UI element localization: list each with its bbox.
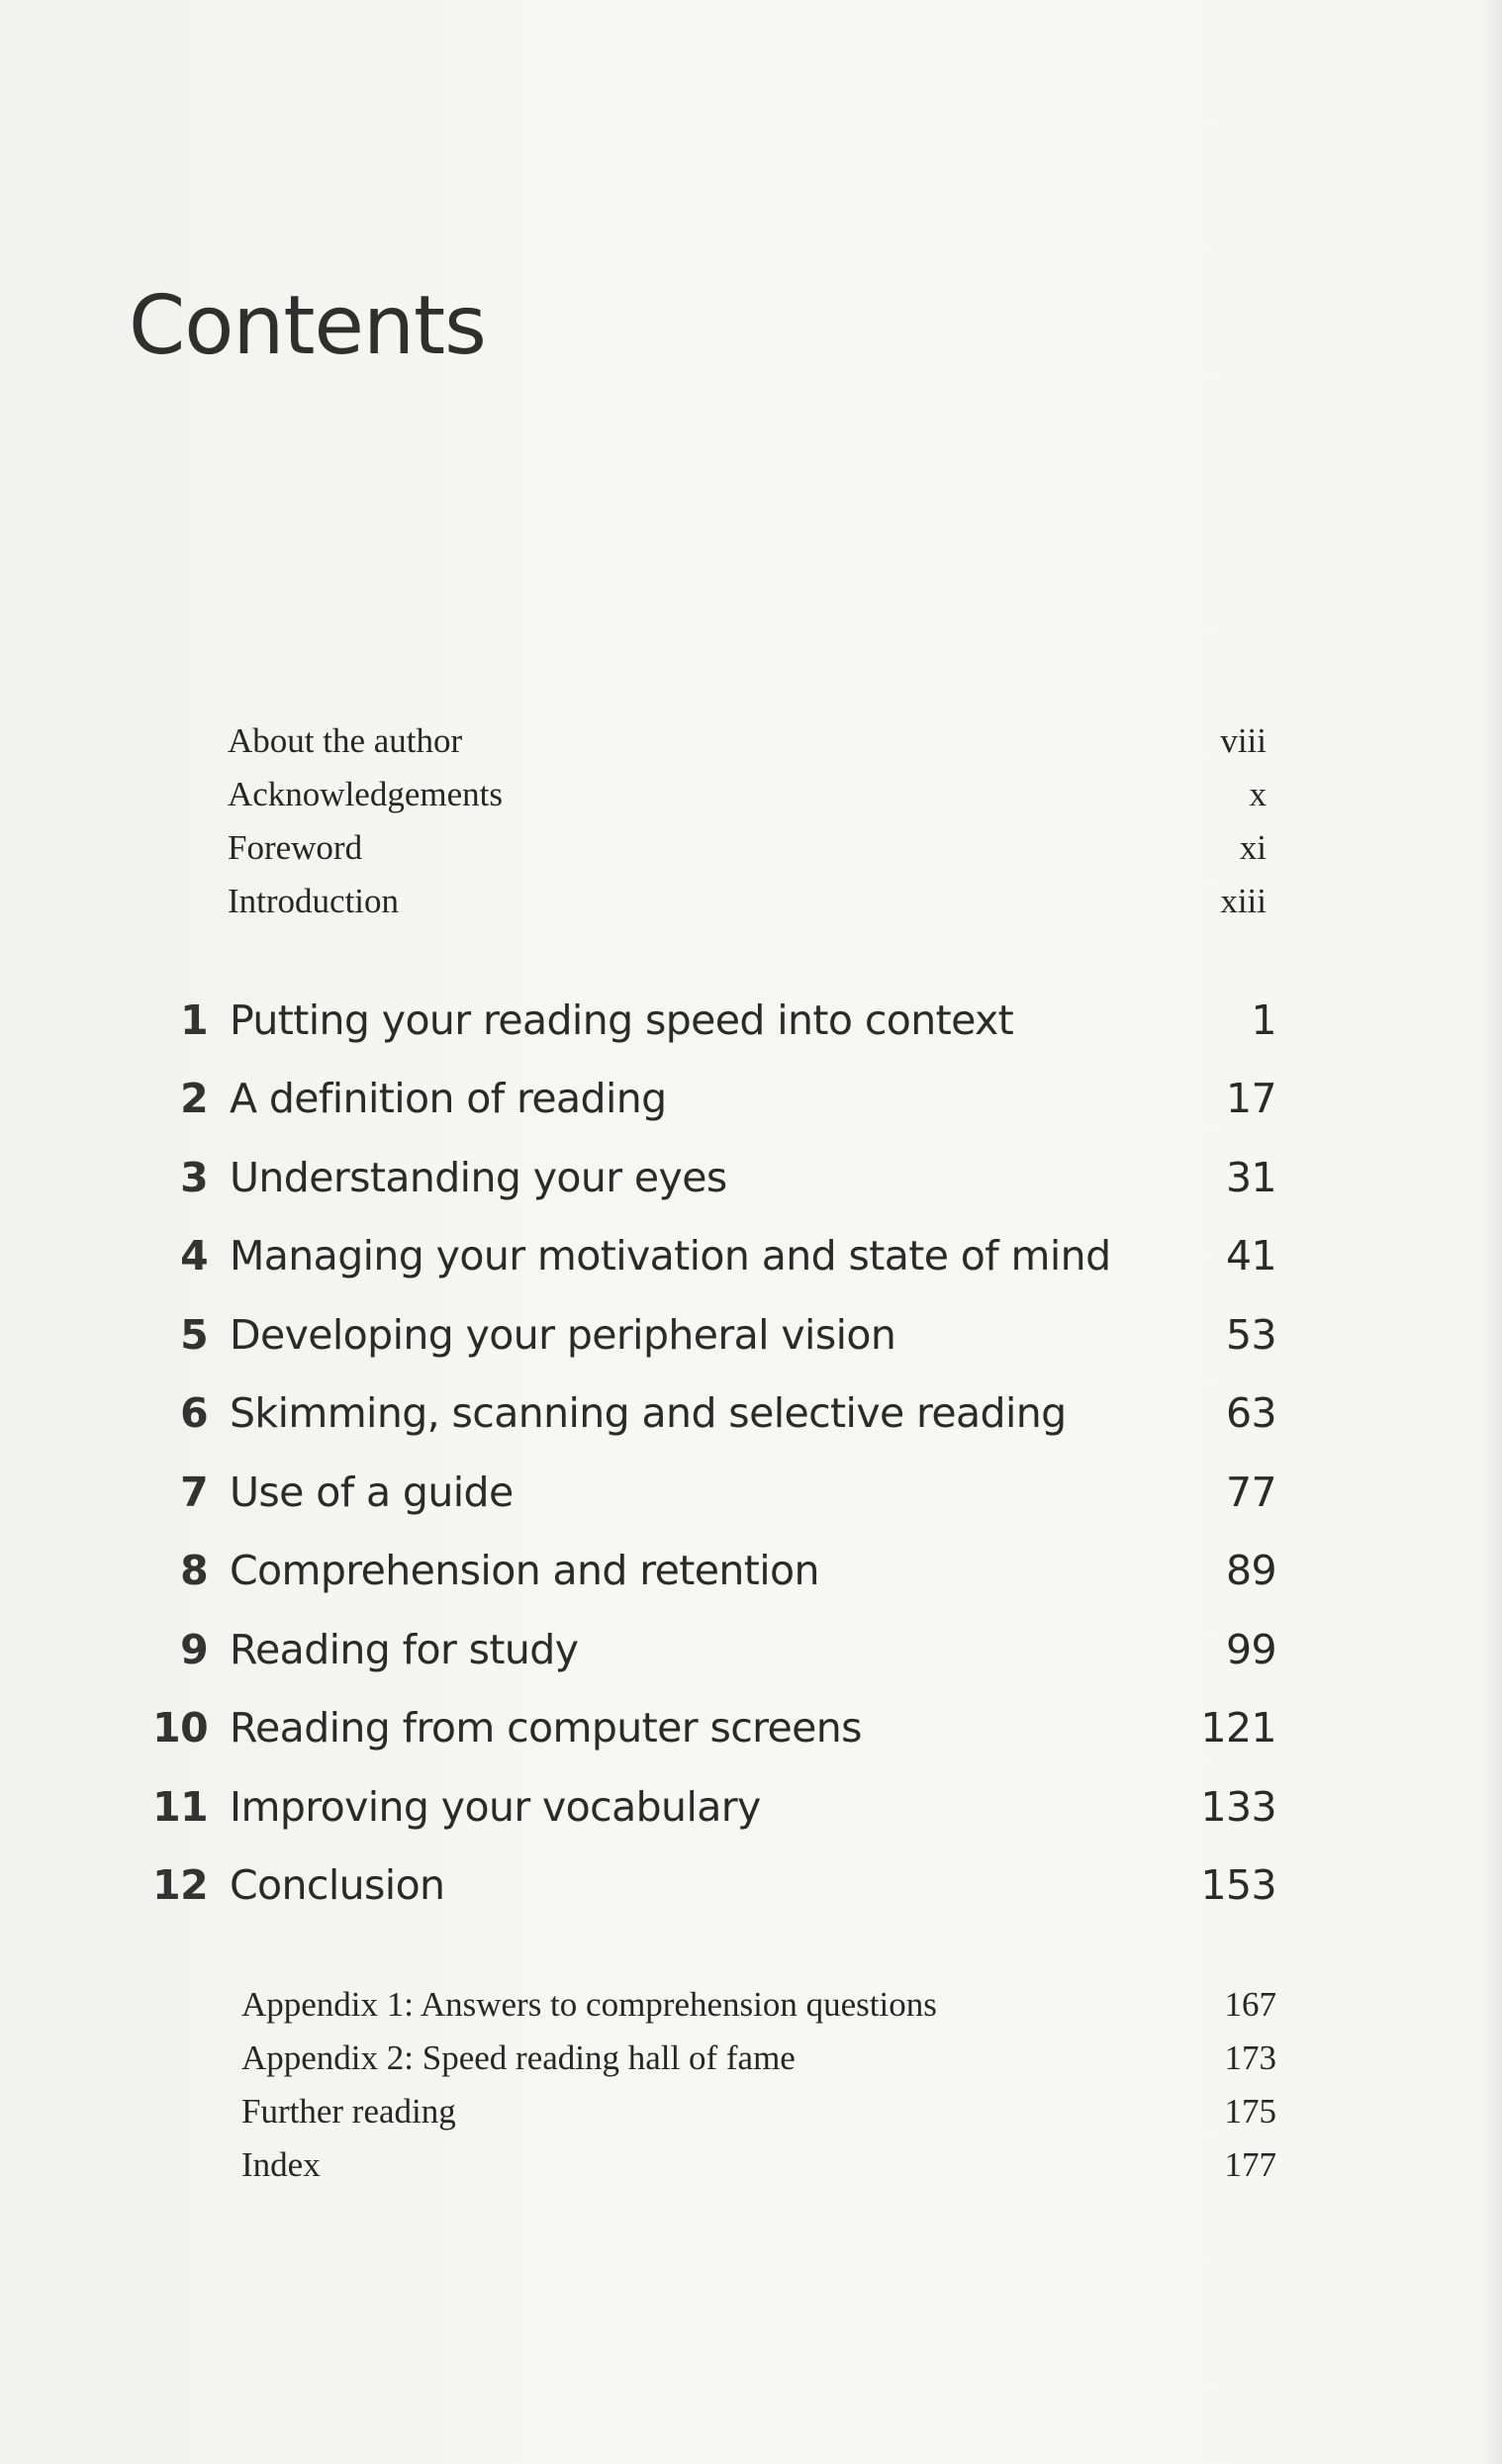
chapter-page: 121 [1200, 1704, 1276, 1753]
entry-page: 167 [1224, 1985, 1276, 2024]
chapter-page: 89 [1226, 1547, 1276, 1595]
entry-page: 177 [1224, 2145, 1276, 2184]
entry-title: Further reading [241, 2092, 456, 2131]
entry-page: viii [1220, 721, 1267, 760]
contents-heading: Contents [129, 279, 486, 373]
chapter-entry [148, 1138, 1276, 1217]
chapter-title: Managing your motivation and state of mind [230, 1232, 1111, 1280]
chapter-entry [148, 981, 1276, 1060]
entry-title: Foreword [228, 828, 363, 867]
front-matter-entry [228, 714, 1267, 768]
chapter-page: 31 [1226, 1153, 1276, 1201]
chapter-number: 10 [152, 1704, 208, 1753]
front-matter-entry [228, 875, 1267, 928]
front-matter-entry [228, 768, 1267, 821]
back-matter-entry [241, 2085, 1276, 2138]
entry-page: xiii [1220, 882, 1267, 920]
entry-page: 173 [1224, 2038, 1276, 2077]
chapter-title: Developing your peripheral vision [230, 1310, 896, 1359]
chapter-number: 6 [180, 1389, 208, 1438]
back-matter-entry [241, 2032, 1276, 2085]
chapter-title: Skimming, scanning and selective reading [230, 1389, 1067, 1438]
chapter-entry [148, 1374, 1276, 1454]
entry-title: About the author [228, 721, 463, 760]
chapter-title: Putting your reading speed into context [230, 995, 1014, 1044]
chapter-entry [148, 1847, 1276, 1926]
front-matter-entry [228, 821, 1267, 875]
chapter-entry [148, 1689, 1276, 1768]
entry-title: Introduction [228, 882, 400, 920]
chapter-title: Comprehension and retention [230, 1547, 819, 1595]
chapter-number: 3 [180, 1153, 208, 1201]
chapter-number: 12 [152, 1861, 208, 1910]
chapter-title: Use of a guide [230, 1468, 514, 1516]
chapter-list [148, 981, 1276, 1925]
chapter-number: 9 [180, 1625, 208, 1673]
chapter-page: 63 [1226, 1389, 1276, 1438]
back-matter-entry [241, 1978, 1276, 2032]
chapter-page: 99 [1226, 1625, 1276, 1673]
entry-title: Index [241, 2145, 321, 2184]
chapter-page: 17 [1226, 1075, 1276, 1123]
entry-page: xi [1239, 828, 1267, 867]
chapter-entry [148, 1453, 1276, 1532]
chapter-number: 1 [180, 995, 208, 1044]
chapter-page: 133 [1200, 1782, 1276, 1831]
chapter-number: 2 [180, 1075, 208, 1123]
entry-title: Appendix 2: Speed reading hall of fame [241, 2038, 796, 2077]
back-matter-entry [241, 2138, 1276, 2192]
chapter-number: 11 [152, 1782, 208, 1831]
chapter-page: 1 [1251, 995, 1276, 1044]
chapter-entry [148, 1610, 1276, 1689]
chapter-title: Improving your vocabulary [230, 1782, 761, 1831]
chapter-number: 4 [180, 1232, 208, 1280]
chapter-title: Reading for study [230, 1625, 579, 1673]
chapter-title: Understanding your eyes [230, 1153, 727, 1201]
entry-page: 175 [1224, 2092, 1276, 2131]
chapter-title: Conclusion [230, 1861, 445, 1910]
chapter-page: 53 [1226, 1310, 1276, 1359]
chapter-page: 153 [1200, 1861, 1276, 1910]
chapter-entry [148, 1295, 1276, 1374]
page-edge-shadow [1480, 0, 1502, 2464]
front-matter-list [228, 714, 1267, 928]
chapter-title: A definition of reading [230, 1075, 667, 1123]
back-matter-list [241, 1978, 1276, 2192]
chapter-entry [148, 1060, 1276, 1139]
chapter-title: Reading from computer screens [230, 1704, 862, 1753]
chapter-number: 8 [180, 1547, 208, 1595]
entry-title: Appendix 1: Answers to comprehension questions [241, 1985, 937, 2024]
entry-page: x [1249, 775, 1267, 813]
chapter-entry [148, 1532, 1276, 1611]
chapter-page: 77 [1226, 1468, 1276, 1516]
chapter-entry [148, 1217, 1276, 1296]
chapter-page: 41 [1226, 1232, 1276, 1280]
chapter-number: 7 [180, 1468, 208, 1516]
chapter-number: 5 [180, 1310, 208, 1359]
chapter-entry [148, 1767, 1276, 1847]
entry-title: Acknowledgements [228, 775, 503, 813]
